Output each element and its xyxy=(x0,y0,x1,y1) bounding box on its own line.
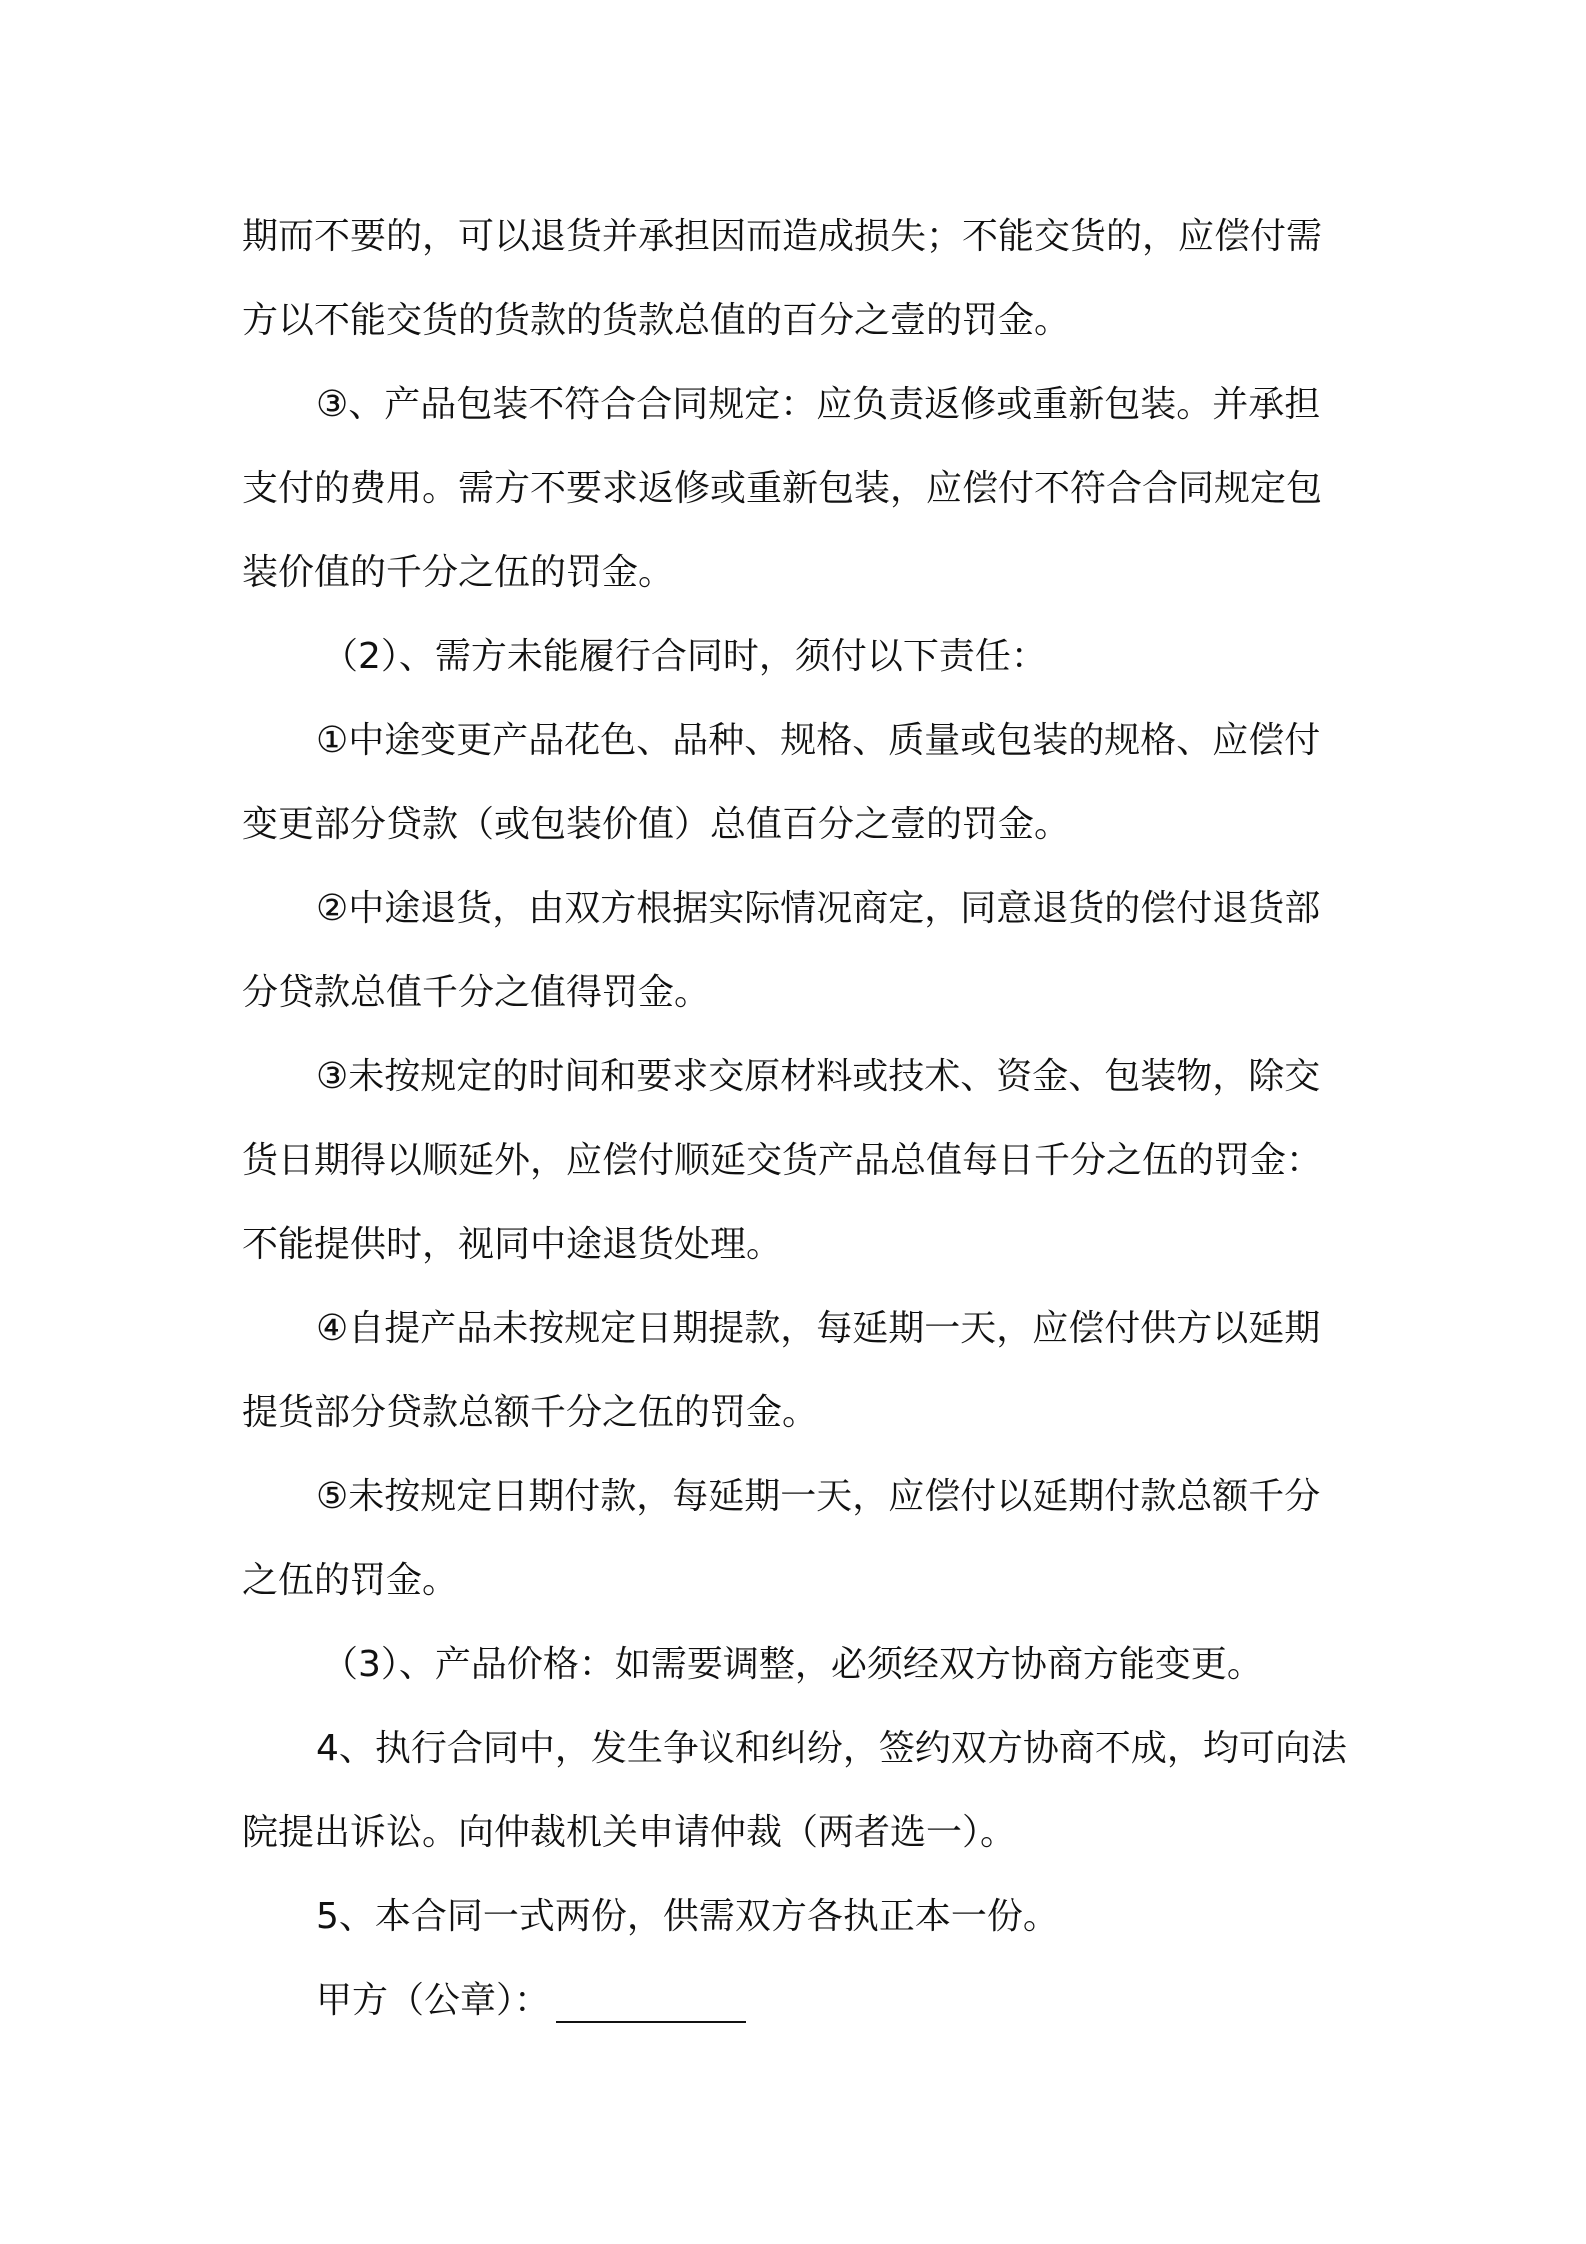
paragraph-buyer-liability-heading: （2）、需方未能履行合同时，须付以下责任： xyxy=(322,636,1047,677)
signature-blank[interactable] xyxy=(556,1981,746,2023)
paragraph-clause-1: ①中途变更产品花色、品种、规格、质量或包装的规格、应偿付变更部分贷款（或包装价值）总值百分之壹的罚金。 xyxy=(242,720,1321,845)
paragraph-copies-clause: 5、本合同一式两份，供需双方各执正本一份。 xyxy=(316,1896,1059,1937)
paragraph-continuation: 期而不要的，可以退货并承担因而造成损失；不能交货的，应偿付需方以不能交货的货款的货款总值的百分之壹的罚金。 xyxy=(242,216,1323,341)
document-body xyxy=(242,195,1354,2043)
paragraph-clause-4: ④自提产品未按规定日期提款，每延期一天，应偿付供方以延期提货部分贷款总额千分之伍的罚金。 xyxy=(242,1308,1321,1433)
paragraph-clause-5: ⑤未按规定日期付款，每延期一天，应偿付以延期付款总额千分之伍的罚金。 xyxy=(242,1476,1321,1601)
signature-label: 甲方（公章）： xyxy=(316,1980,551,2021)
paragraph-dispute-clause: 4、执行合同中，发生争议和纠纷，签约双方协商不成，均可向法院提出诉讼。向仲裁机关申请仲裁（两者选一）。 xyxy=(242,1728,1347,1853)
paragraph-packaging-clause: ③、产品包装不符合合同规定：应负责返修或重新包装。并承担支付的费用。需方不要求返修或重新包装，应偿付不符合合同规定包装价值的千分之伍的罚金。 xyxy=(242,384,1323,593)
signature-line xyxy=(242,1959,1354,2043)
paragraph-clause-3: ③未按规定的时间和要求交原材料或技术、资金、包装物，除交货日期得以顺延外，应偿付顺延交货产品总值每日千分之伍的罚金：不能提供时，视同中途退货处理。 xyxy=(242,1056,1323,1265)
paragraph-clause-2: ②中途退货，由双方根据实际情况商定，同意退货的偿付退货部分贷款总值千分之值得罚金。 xyxy=(242,888,1321,1013)
paragraph-price-clause: （3）、产品价格：如需要调整，必须经双方协商方能变更。 xyxy=(322,1644,1263,1685)
